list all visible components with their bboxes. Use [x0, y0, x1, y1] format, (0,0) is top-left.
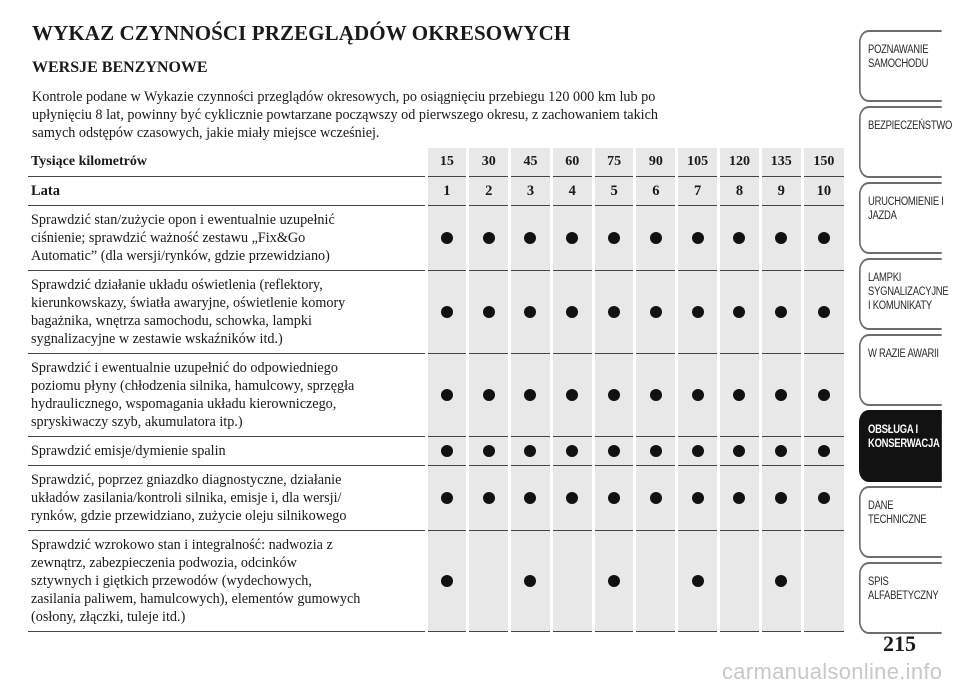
section-tab-label: ALFABETYCZNY	[868, 590, 939, 602]
task-description-line: bagażnika, wnętrza samochodu, schowka, lampki	[31, 313, 312, 329]
schedule-cell	[719, 466, 761, 531]
year-value: 4	[551, 177, 593, 206]
years-header-label: Lata	[28, 177, 426, 206]
schedule-cell	[719, 271, 761, 354]
bullet-mark-icon	[441, 492, 453, 504]
schedule-cell	[677, 466, 719, 531]
bullet-mark-icon	[524, 445, 536, 457]
bullet-mark-icon	[775, 445, 787, 457]
schedule-cell	[510, 206, 552, 271]
schedule-cell	[719, 437, 761, 466]
km-value: 30	[468, 148, 510, 177]
section-tab[interactable]	[859, 562, 942, 634]
bullet-mark-icon	[692, 575, 704, 587]
watermark: carmanualsonline.info	[722, 659, 943, 684]
bullet-mark-icon	[692, 492, 704, 504]
schedule-cell	[760, 206, 802, 271]
schedule-cell	[593, 206, 635, 271]
task-description	[28, 466, 426, 531]
task-description-line: Sprawdzić emisje/dymienie spalin	[31, 443, 226, 459]
section-tab[interactable]	[859, 258, 949, 330]
task-description	[28, 437, 426, 466]
schedule-cell	[677, 271, 719, 354]
task-description-line: kierunkowskazy, światła awaryjne, oświetlenie komory	[31, 295, 346, 311]
intro-line: Kontrole podane w Wykazie czynności przeglądów okresowych, po osiągnięciu przebiegu 120 000 km lub po	[32, 89, 656, 105]
schedule-cell	[635, 271, 677, 354]
section-tab-label: KONSERWACJA	[868, 438, 940, 450]
task-description	[28, 271, 426, 354]
schedule-cell	[677, 206, 719, 271]
bullet-mark-icon	[775, 389, 787, 401]
bullet-mark-icon	[733, 389, 745, 401]
bullet-mark-icon	[483, 389, 495, 401]
schedule-cell	[468, 531, 510, 632]
schedule-cell	[551, 354, 593, 437]
bullet-mark-icon	[441, 445, 453, 457]
schedule-cell	[426, 466, 468, 531]
task-description-line: zasilania paliwem, hamulcowych), elementów gumowych	[31, 591, 361, 607]
task-description-line: rynków, gdzie przewidziano, zużycie oleju silnikowego	[31, 508, 347, 524]
schedule-cell	[677, 531, 719, 632]
bullet-mark-icon	[775, 492, 787, 504]
schedule-cell	[635, 466, 677, 531]
maintenance-schedule-table	[28, 148, 844, 632]
bullet-mark-icon	[483, 232, 495, 244]
year-value: 8	[719, 177, 761, 206]
schedule-cell	[593, 354, 635, 437]
year-value: 9	[760, 177, 802, 206]
section-subtitle: WERSJE BENZYNOWE	[32, 59, 208, 76]
schedule-cell	[802, 466, 844, 531]
bullet-mark-icon	[483, 492, 495, 504]
year-value: 2	[468, 177, 510, 206]
year-value: 6	[635, 177, 677, 206]
schedule-cell	[468, 354, 510, 437]
bullet-mark-icon	[608, 232, 620, 244]
schedule-cell	[635, 354, 677, 437]
km-value: 90	[635, 148, 677, 177]
years-header-row	[28, 177, 844, 206]
section-tab[interactable]	[859, 182, 942, 254]
task-description-line: Automatic” (dla wersji/rynków, gdzie przewidziano)	[31, 248, 330, 264]
bullet-mark-icon	[566, 492, 578, 504]
bullet-mark-icon	[608, 445, 620, 457]
schedule-cell	[802, 531, 844, 632]
km-value: 15	[426, 148, 468, 177]
task-description-line: sygnalizacyjne w zestawie wskaźników itd.)	[31, 331, 283, 347]
section-tab-label: URUCHOMIENIE I	[868, 196, 944, 208]
section-tab-label: OBSŁUGA I	[868, 424, 918, 436]
year-value: 1	[426, 177, 468, 206]
page-number: 215	[883, 631, 916, 656]
bullet-mark-icon	[524, 575, 536, 587]
schedule-cell	[426, 437, 468, 466]
schedule-cell	[468, 206, 510, 271]
task-description-line: Sprawdzić wzrokowo stan i integralność: nadwozia z	[31, 537, 333, 553]
schedule-cell	[551, 206, 593, 271]
schedule-cell	[510, 271, 552, 354]
task-description-line: Sprawdzić, poprzez gniazdko diagnostyczne, działanie	[31, 472, 342, 488]
task-description-line: układów zasilania/kontroli silnika, emisje i, dla wersji/	[31, 490, 342, 506]
task-description-line: sztywnych i giętkich przewodów (wydechowych,	[31, 573, 312, 589]
schedule-cell	[426, 271, 468, 354]
task-description-line: zewnątrz, zabezpieczenia podwozia, odcinków	[31, 555, 297, 571]
bullet-mark-icon	[608, 389, 620, 401]
bullet-mark-icon	[441, 575, 453, 587]
bullet-mark-icon	[650, 306, 662, 318]
schedule-cell	[510, 354, 552, 437]
section-tab-label: SYGNALIZACYJNE	[868, 286, 949, 298]
task-description-line: hydraulicznego, wspomagania układu kierowniczego,	[31, 396, 337, 412]
schedule-cell	[677, 437, 719, 466]
schedule-cell	[468, 271, 510, 354]
bullet-mark-icon	[441, 389, 453, 401]
schedule-cell	[426, 206, 468, 271]
task-description-line: poziomu płyny (chłodzenia silnika, hamulcowy, sprzęgła	[31, 378, 355, 394]
bullet-mark-icon	[775, 306, 787, 318]
table-row	[28, 531, 844, 632]
km-value: 45	[510, 148, 552, 177]
bullet-mark-icon	[818, 232, 830, 244]
section-tab[interactable]	[859, 30, 942, 102]
table-row	[28, 271, 844, 354]
schedule-cell	[510, 437, 552, 466]
bullet-mark-icon	[818, 445, 830, 457]
section-tab-label: BEZPIECZEŃSTWO	[868, 120, 953, 132]
schedule-cell	[468, 437, 510, 466]
bullet-mark-icon	[566, 306, 578, 318]
task-description-line: (osłony, złączki, tuleje itd.)	[31, 609, 186, 625]
schedule-cell	[426, 531, 468, 632]
schedule-cell	[802, 206, 844, 271]
task-description-line: ciśnienie; sprawdzić ważność zestawu „Fix&Go	[31, 230, 306, 246]
bullet-mark-icon	[608, 492, 620, 504]
section-tab-label: SPIS	[868, 576, 889, 588]
bullet-mark-icon	[566, 389, 578, 401]
bullet-mark-icon	[650, 232, 662, 244]
schedule-cell	[719, 531, 761, 632]
bullet-mark-icon	[733, 492, 745, 504]
bullet-mark-icon	[524, 306, 536, 318]
schedule-cell	[635, 531, 677, 632]
schedule-cell	[802, 354, 844, 437]
year-value: 3	[510, 177, 552, 206]
bullet-mark-icon	[483, 306, 495, 318]
bullet-mark-icon	[733, 445, 745, 457]
bullet-mark-icon	[650, 445, 662, 457]
intro-paragraph	[32, 88, 822, 142]
schedule-cell	[802, 437, 844, 466]
km-header-row	[28, 148, 844, 177]
schedule-cell	[551, 437, 593, 466]
section-tab-label: SAMOCHODU	[868, 58, 929, 70]
page-title: WYKAZ CZYNNOŚCI PRZEGLĄDÓW OKRESOWYCH	[32, 21, 571, 45]
section-tab[interactable]	[859, 106, 953, 178]
bullet-mark-icon	[566, 232, 578, 244]
task-description	[28, 354, 426, 437]
schedule-cell	[719, 206, 761, 271]
bullet-mark-icon	[733, 232, 745, 244]
task-description	[28, 206, 426, 271]
schedule-cell	[468, 466, 510, 531]
bullet-mark-icon	[692, 389, 704, 401]
schedule-cell	[510, 531, 552, 632]
bullet-mark-icon	[692, 306, 704, 318]
table-row	[28, 437, 844, 466]
km-value: 75	[593, 148, 635, 177]
section-tab-label: LAMPKI	[868, 272, 902, 284]
section-tab-label: I KOMUNIKATY	[868, 300, 932, 312]
schedule-cell	[510, 466, 552, 531]
bullet-mark-icon	[441, 232, 453, 244]
task-description-line: Sprawdzić stan/zużycie opon i ewentualnie uzupełnić	[31, 212, 335, 228]
schedule-cell	[760, 354, 802, 437]
km-value: 105	[677, 148, 719, 177]
schedule-cell	[760, 437, 802, 466]
km-value: 120	[719, 148, 761, 177]
section-tab-label: JAZDA	[868, 210, 897, 222]
section-tab[interactable]	[859, 334, 942, 406]
schedule-cell	[593, 466, 635, 531]
schedule-cell	[760, 271, 802, 354]
km-value: 60	[551, 148, 593, 177]
table-row	[28, 206, 844, 271]
section-tab-label: W RAZIE AWARII	[868, 348, 939, 360]
km-value: 135	[760, 148, 802, 177]
bullet-mark-icon	[483, 445, 495, 457]
task-description-line: Sprawdzić i ewentualnie uzupełnić do odpowiedniego	[31, 360, 338, 376]
table-row	[28, 466, 844, 531]
section-tab-label: DANE	[868, 500, 894, 512]
bullet-mark-icon	[608, 306, 620, 318]
km-header-label: Tysiące kilometrów	[28, 148, 426, 177]
task-description-line: Sprawdzić działanie układu oświetlenia (reflektory,	[31, 277, 323, 293]
km-value: 150	[802, 148, 844, 177]
schedule-cell	[635, 437, 677, 466]
intro-line: upłynięciu 8 lat, powinny być cyklicznie powtarzane począwszy od pierwszego okresu, z zachowaniem takich	[32, 107, 658, 123]
schedule-cell	[635, 206, 677, 271]
bullet-mark-icon	[775, 232, 787, 244]
task-description	[28, 531, 426, 632]
bullet-mark-icon	[608, 575, 620, 587]
year-value: 10	[802, 177, 844, 206]
bullet-mark-icon	[441, 306, 453, 318]
section-tab-label: POZNAWANIE	[868, 44, 929, 56]
year-value: 5	[593, 177, 635, 206]
schedule-cell	[551, 466, 593, 531]
schedule-cell	[551, 531, 593, 632]
bullet-mark-icon	[818, 306, 830, 318]
schedule-cell	[551, 271, 593, 354]
bullet-mark-icon	[650, 492, 662, 504]
year-value: 7	[677, 177, 719, 206]
bullet-mark-icon	[524, 492, 536, 504]
bullet-mark-icon	[692, 445, 704, 457]
schedule-cell	[593, 531, 635, 632]
schedule-cell	[593, 437, 635, 466]
bullet-mark-icon	[650, 389, 662, 401]
schedule-cell	[677, 354, 719, 437]
schedule-cell	[760, 466, 802, 531]
bullet-mark-icon	[733, 306, 745, 318]
schedule-cell	[802, 271, 844, 354]
table-row	[28, 354, 844, 437]
bullet-mark-icon	[524, 232, 536, 244]
bullet-mark-icon	[524, 389, 536, 401]
task-description-line: spryskiwaczy szyb, akumulatora itp.)	[31, 414, 243, 430]
schedule-cell	[719, 354, 761, 437]
bullet-mark-icon	[818, 389, 830, 401]
section-tab[interactable]	[859, 486, 942, 558]
section-tab[interactable]	[859, 410, 942, 482]
bullet-mark-icon	[775, 575, 787, 587]
bullet-mark-icon	[692, 232, 704, 244]
schedule-cell	[593, 271, 635, 354]
schedule-cell	[426, 354, 468, 437]
section-tab-label: TECHNICZNE	[868, 514, 927, 526]
bullet-mark-icon	[818, 492, 830, 504]
schedule-cell	[760, 531, 802, 632]
intro-line: samych odstępów czasowych, jakie miały miejsce wcześniej.	[32, 125, 380, 141]
bullet-mark-icon	[566, 445, 578, 457]
